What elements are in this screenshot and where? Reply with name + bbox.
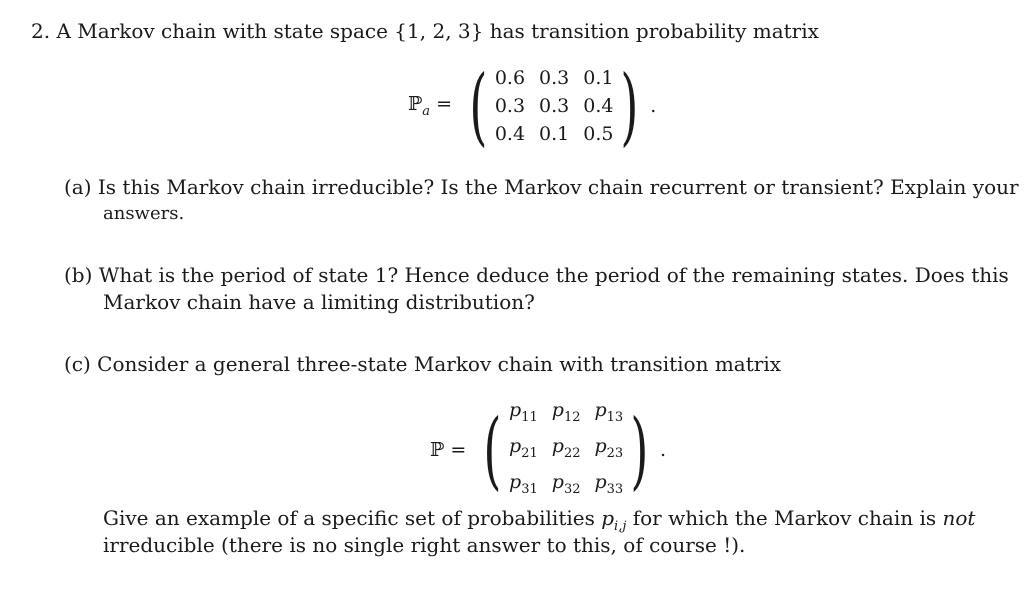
- matrix-pa-cell-3-3: 0.5: [583, 123, 614, 145]
- matrix-entry-letter: p: [509, 399, 522, 421]
- matrix-p-cell-2-1: [509, 433, 538, 467]
- matrix-pa-equals: =: [436, 93, 453, 116]
- part-c-follow-var-p: p: [601, 506, 615, 530]
- part-b-line2: [103, 289, 535, 315]
- matrix-p-symbol: ℙ: [430, 438, 445, 461]
- matrix-p-cell-3-1: [509, 469, 538, 503]
- matrix-p-cell-2-3: [594, 433, 623, 467]
- matrix-entry-letter: p: [594, 434, 607, 457]
- matrix-p-cell-3-3: [594, 469, 623, 503]
- matrix-pa-left-paren: (: [469, 57, 488, 155]
- matrix-pa-grid: [495, 65, 614, 147]
- matrix-entry-subscript: 13: [606, 409, 624, 425]
- matrix-pa-cell-1-1: 0.6: [494, 67, 526, 89]
- part-c-follow-emph: not: [942, 506, 976, 530]
- matrix-pa-right-paren: ): [620, 57, 639, 155]
- part-b-label: (b): [64, 263, 93, 287]
- matrix-p-left-paren: (: [483, 400, 502, 499]
- part-c-label: (c): [64, 352, 91, 376]
- matrix-p-cell-1-2: [552, 397, 581, 431]
- matrix-pa-cell-2-3: 0.4: [583, 95, 614, 117]
- problem-intro: [31, 18, 819, 44]
- matrix-entry-letter: p: [594, 470, 607, 493]
- matrix-pa-cell-2-2: 0.3: [539, 95, 570, 117]
- matrix-entry-letter: p: [551, 399, 564, 421]
- part-a-label: (a): [64, 175, 92, 199]
- part-c-follow-text-a: Give an example of a specific set of probabilities: [103, 506, 595, 530]
- matrix-entry-letter: p: [509, 470, 522, 493]
- matrix-entry-subscript: 21: [521, 445, 538, 461]
- matrix-entry-subscript: 11: [521, 409, 538, 425]
- matrix-pa-cell-1-2: 0.3: [539, 67, 570, 89]
- matrix-p-cell-1-1: [509, 397, 538, 431]
- matrix-entry-letter: p: [551, 470, 564, 493]
- problem-intro-text: A Markov chain with state space {1, 2, 3} has transition probability matrix: [56, 19, 819, 43]
- part-b-line1: [64, 262, 1009, 288]
- matrix-pa-symbol: ℙ: [408, 93, 423, 116]
- matrix-p-cell-2-2: [552, 433, 581, 467]
- matrix-p-cell-3-2: [552, 469, 581, 503]
- part-a-text-line2: answers.: [103, 203, 185, 224]
- matrix-pa-cell-3-2: 0.1: [539, 123, 570, 145]
- matrix-pa-cell-3-1: 0.4: [494, 123, 526, 145]
- part-a-line2: [103, 201, 184, 227]
- part-c-follow-line2: [103, 532, 745, 558]
- matrix-pa-subscript: a: [422, 103, 431, 119]
- matrix-p-period: .: [659, 438, 667, 461]
- problem-number: 2.: [31, 19, 51, 43]
- part-b-text-line2: Markov chain have a limiting distribution?: [103, 290, 535, 314]
- part-c-follow-text-line2: irreducible (there is no single right answer to this, of course !).: [103, 533, 746, 557]
- matrix-pa-cell-1-3: 0.1: [583, 67, 614, 89]
- part-c-follow-var: [601, 506, 627, 534]
- matrix-p: [430, 397, 666, 502]
- part-c-line1: [64, 351, 781, 377]
- matrix-entry-letter: p: [509, 434, 522, 457]
- part-c-follow-var-sub: i,j: [614, 519, 627, 534]
- part-c-text-line1: Consider a general three-state Markov chain with transition matrix: [97, 352, 781, 376]
- matrix-pa-lhs: [408, 93, 452, 119]
- matrix-entry-subscript: 23: [606, 445, 624, 461]
- part-a-text-line1: Is this Markov chain irreducible? Is the Markov chain recurrent or transient? Explain your: [97, 175, 1019, 199]
- part-c-follow-text-b: for which the Markov chain is: [632, 506, 937, 530]
- matrix-entry-subscript: 33: [606, 481, 624, 497]
- matrix-entry-subscript: 12: [563, 409, 581, 425]
- matrix-entry-subscript: 32: [563, 481, 581, 497]
- matrix-entry-letter: p: [551, 434, 564, 457]
- matrix-pa-cell-2-1: 0.3: [494, 95, 526, 117]
- matrix-p-grid: [509, 397, 623, 502]
- part-b-text-line1: What is the period of state 1? Hence deduce the period of the remaining states. Does this: [98, 263, 1009, 287]
- matrix-pa: [408, 57, 657, 155]
- matrix-p-right-paren: ): [630, 400, 649, 499]
- matrix-pa-period: .: [650, 95, 657, 117]
- matrix-p-cell-1-3: [594, 397, 623, 431]
- matrix-entry-letter: p: [594, 399, 607, 421]
- matrix-entry-subscript: 22: [563, 445, 581, 461]
- part-a-line1: [64, 174, 1019, 200]
- matrix-p-lhs: [430, 439, 466, 461]
- matrix-p-equals: =: [450, 438, 467, 461]
- matrix-entry-subscript: 31: [521, 481, 538, 497]
